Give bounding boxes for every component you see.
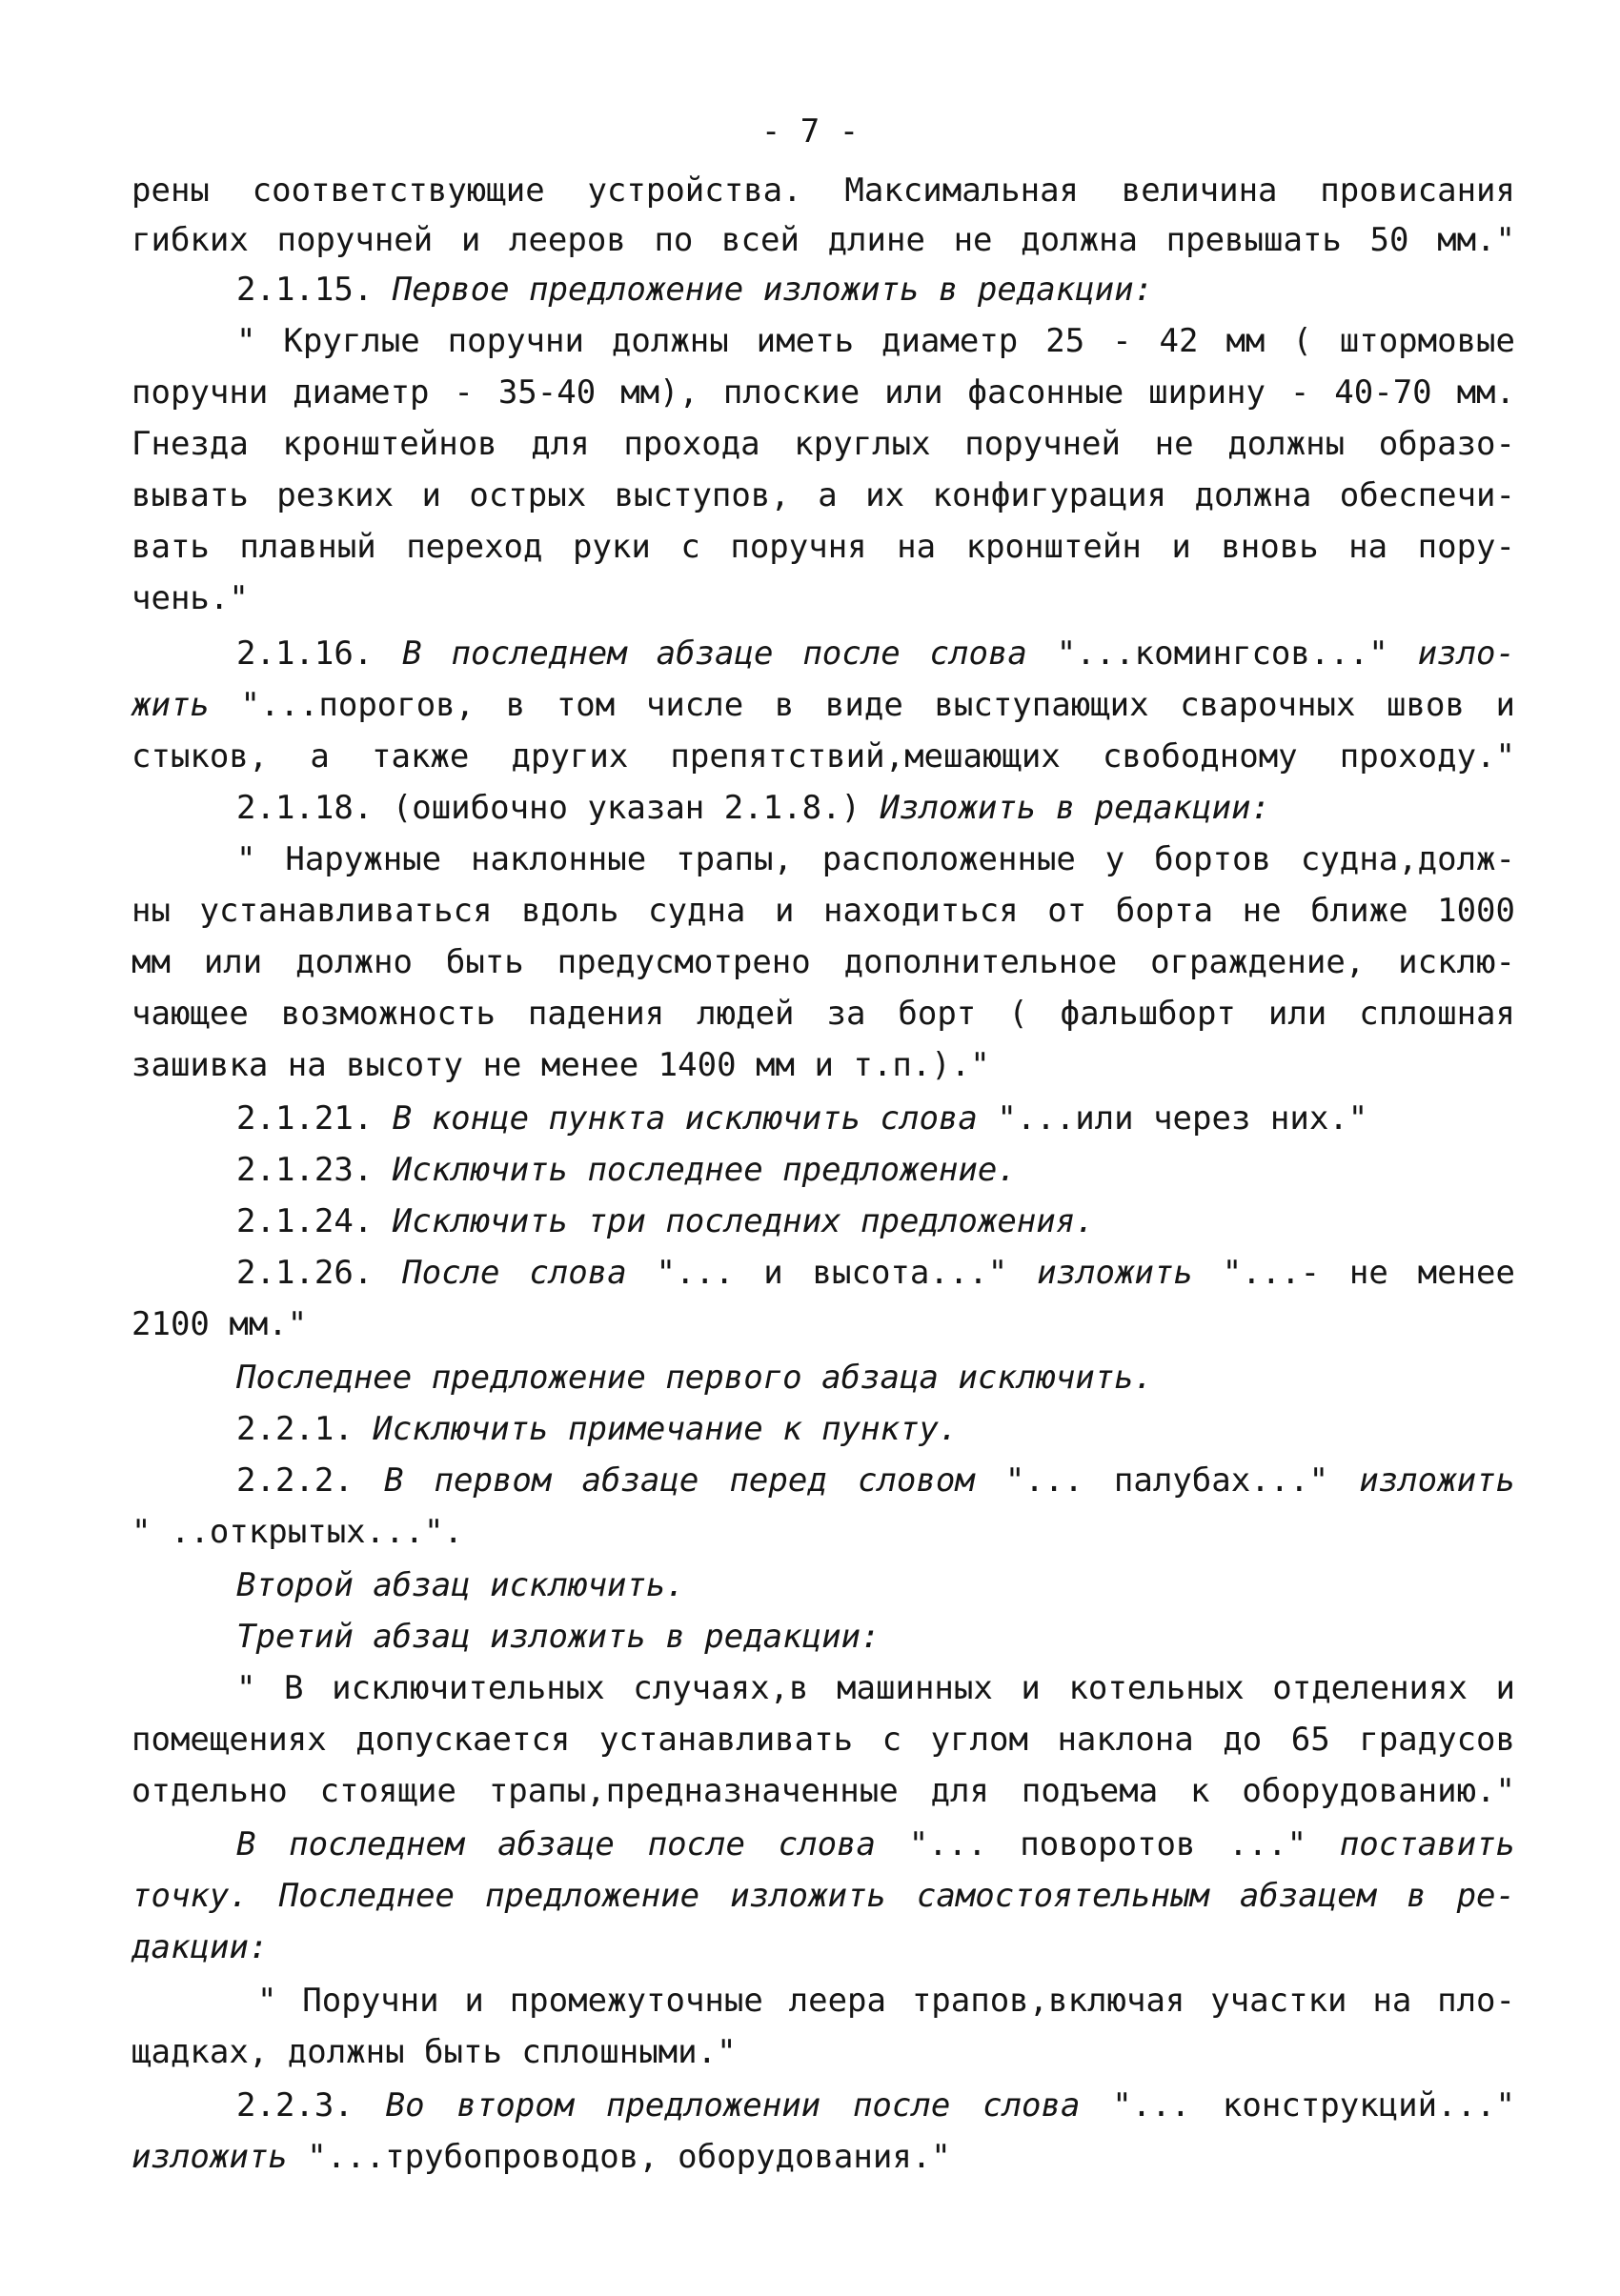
clause-number: 2.2.1. xyxy=(236,1410,374,1448)
clause-instruction: Исключить примечание к пункту. xyxy=(373,1410,959,1448)
clause-2-1-15 xyxy=(236,269,1515,311)
quoted-text: "... поворотов ..." xyxy=(908,1825,1340,1863)
clause-instruction: Во втором предложении после слова xyxy=(385,2086,1113,2125)
text-line: " Круглые поручни должны иметь диаметр 25 - 42 мм ( штормовые xyxy=(236,322,1515,360)
text-line: рены соответствующие устройства. Максимальная величина провисания xyxy=(132,171,1515,210)
clause-2-1-16 xyxy=(236,633,1515,675)
clause-instruction: В последнем абзаце после слова xyxy=(402,634,1057,673)
clause-2-1-26 xyxy=(236,1252,1515,1294)
clause-instruction: В конце пункта исключить слова xyxy=(392,1099,998,1138)
clause-2-2-1 xyxy=(236,1408,1515,1450)
clause-number: 2.1.23. xyxy=(236,1151,393,1189)
clause-instruction: дакции: xyxy=(132,1928,269,1966)
clause-number: 2.1.21. xyxy=(236,1099,393,1138)
clause-instruction: Последнее предложение первого абзаца исключить. xyxy=(236,1359,1154,1397)
text-line: ны устанавливаться вдоль судна и находиться от борта не ближе 1000 xyxy=(132,892,1515,930)
text-line: мм или должно быть предусмотрено дополнительное ограждение, исклю- xyxy=(132,943,1515,981)
clause-2-1-18 xyxy=(236,787,1515,829)
instruction-line xyxy=(236,1823,1515,1865)
instruction-line xyxy=(132,1926,1515,1968)
text-line: отдельно стоящие трапы,предназначенные для подъема к оборудованию." xyxy=(132,1772,1515,1810)
clause-instruction: точку. Последнее предложение изложить самостоятельным абзацем в ре- xyxy=(132,1877,1515,1915)
clause-instruction: Исключить последнее предложение. xyxy=(392,1151,1017,1189)
quoted-text: "... и высота..." xyxy=(656,1254,1038,1292)
clause-instruction: Третий абзац изложить в редакции: xyxy=(236,1618,881,1656)
text-line: " Наружные наклонные трапы, расположенные у бортов судна,долж- xyxy=(236,840,1515,878)
page-number: - 7 - xyxy=(760,112,860,151)
clause-instruction: изложить xyxy=(1037,1254,1223,1292)
clause-number: 2.1.16. xyxy=(236,634,403,673)
clause-instruction: В последнем абзаце после слова xyxy=(236,1825,909,1863)
clause-instruction: поставить xyxy=(1339,1825,1515,1863)
clause-number: 2.1.18. (ошибочно указан 2.1.8.) xyxy=(236,789,881,827)
clause-instruction: После слова xyxy=(402,1254,657,1292)
clause-instruction: Изложить в редакции: xyxy=(880,789,1270,827)
text-line xyxy=(132,2136,1515,2178)
text-line: " В исключительных случаях,в машинных и котельных отделениях и xyxy=(236,1669,1515,1707)
instruction-line xyxy=(236,1357,1515,1399)
text-line: вать плавный переход руки с поручня на кронштейн и вновь на пору- xyxy=(132,528,1515,566)
clause-number: 2.1.26. xyxy=(236,1254,403,1292)
text-line: чень." xyxy=(132,579,249,617)
text-line: " ..открытых...". xyxy=(132,1513,463,1551)
clause-2-1-24 xyxy=(236,1200,1515,1242)
instruction-line xyxy=(236,1616,1515,1658)
quoted-text: "... палубах..." xyxy=(1004,1461,1360,1500)
clause-number: 2.2.2. xyxy=(236,1461,384,1500)
clause-number: 2.2.3. xyxy=(236,2086,386,2125)
instruction-line xyxy=(132,1875,1515,1917)
quoted-text: "...- не менее xyxy=(1222,1254,1515,1292)
clause-instruction: жить xyxy=(132,686,210,724)
clause-instruction: В первом абзаце перед словом xyxy=(383,1461,1005,1500)
text-line: чающее возможность падения людей за борт ( фальшборт или сплошная xyxy=(132,995,1515,1033)
text-line: помещениях допускается устанавливать с углом наклона до 65 градусов xyxy=(132,1721,1515,1759)
clause-instruction: Второй абзац исключить. xyxy=(236,1566,685,1604)
text-line: щадках, должны быть сплошными." xyxy=(132,2033,737,2071)
text-line: гибких поручней и лееров по всей длине не должна превышать 50 мм." xyxy=(132,221,1515,259)
clause-2-1-21 xyxy=(236,1098,1515,1139)
clause-2-2-2 xyxy=(236,1460,1515,1501)
quoted-text: "...трубопроводов, оборудования." xyxy=(287,2138,951,2176)
text-line: стыков, а также других препятствий,мешающих свободному проходу." xyxy=(132,737,1515,775)
clause-2-2-3 xyxy=(236,2085,1515,2126)
clause-instruction: изло- xyxy=(1417,634,1515,673)
text-line: зашивка на высоту не менее 1400 мм и т.п.)." xyxy=(132,1046,990,1084)
quoted-text: "...порогов, в том числе в виде выступающих сварочных швов и xyxy=(209,686,1515,724)
text-line xyxy=(132,684,1515,726)
text-line: поручни диаметр - 35-40 мм), плоские или фасонные ширину - 40-70 мм. xyxy=(132,373,1515,412)
text-line: вывать резких и острых выступов, а их конфигурация должна обеспечи- xyxy=(132,476,1515,514)
clause-number: 2.1.15. xyxy=(236,271,393,309)
clause-2-1-23 xyxy=(236,1149,1515,1191)
instruction-line xyxy=(236,1564,1515,1606)
clause-instruction: Исключить три последних предложения. xyxy=(392,1202,1095,1240)
clause-instruction: Первое предложение изложить в редакции: xyxy=(392,271,1154,309)
clause-number: 2.1.24. xyxy=(236,1202,393,1240)
quoted-text: "... конструкций..." xyxy=(1112,2086,1515,2125)
clause-instruction: изложить xyxy=(132,2138,288,2176)
clause-instruction: изложить xyxy=(1359,1461,1515,1500)
text-line: Гнезда кронштейнов для прохода круглых поручней не должны образо- xyxy=(132,425,1515,463)
text-line: 2100 мм." xyxy=(132,1305,308,1343)
quoted-text: "...комингсов..." xyxy=(1056,634,1418,673)
quoted-text: "...или через них." xyxy=(997,1099,1368,1138)
text-line: " Поручни и промежуточные леера трапов,включая участки на пло- xyxy=(257,1982,1515,2020)
